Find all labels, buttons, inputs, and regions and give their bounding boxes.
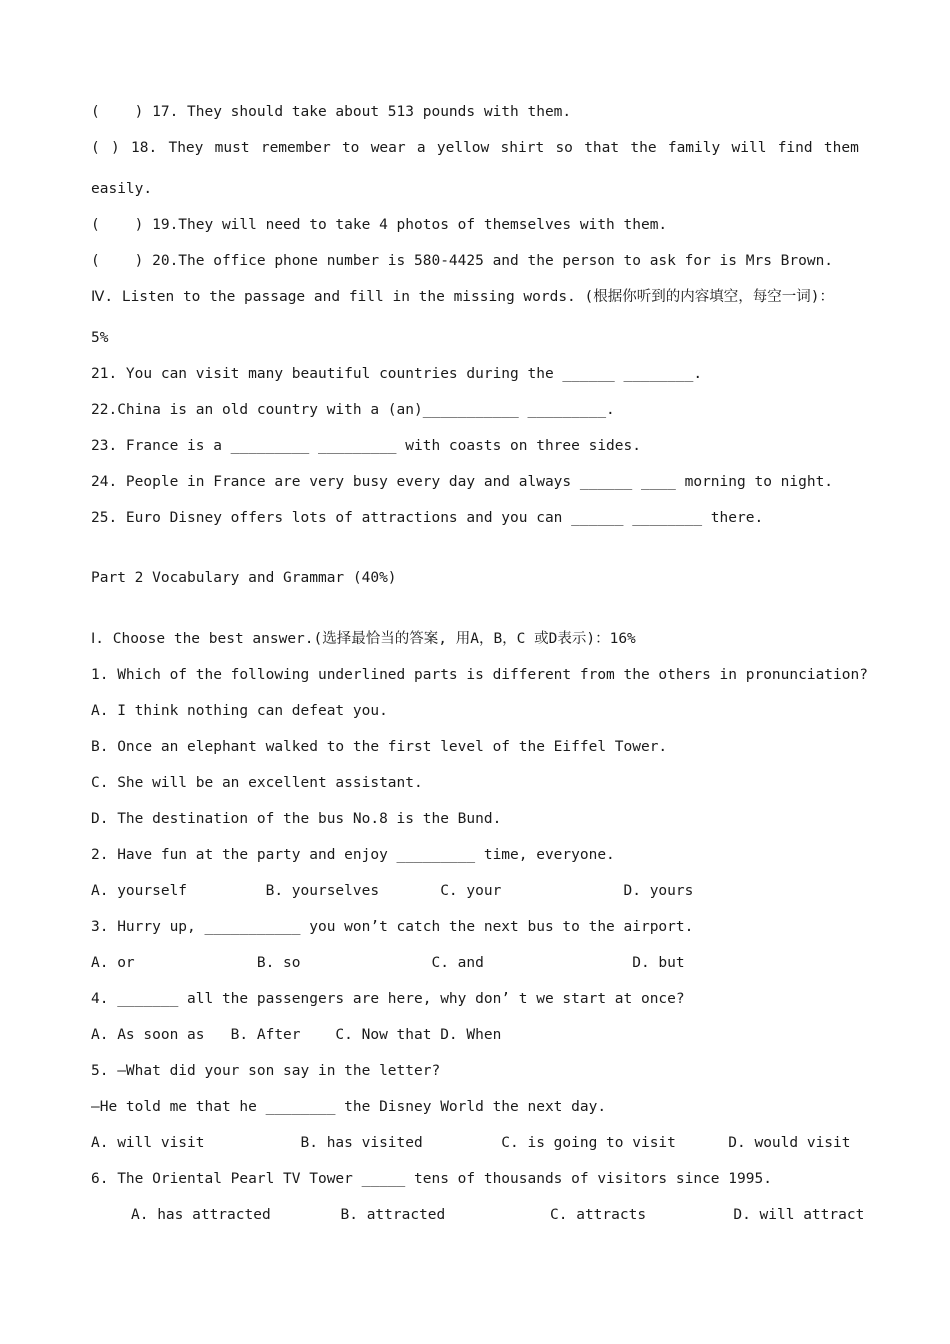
q18-word: will: [731, 140, 767, 156]
q18-word: They: [168, 140, 204, 156]
section-i-heading: Ⅰ. Choose the best answer.(选择最恰当的答案, 用A，B，C 或D表示)：16%: [91, 631, 636, 647]
q18-word: so: [555, 140, 573, 156]
vocab-1-option-d: D. The destination of the bus No.8 is the Bund.: [91, 811, 502, 827]
vocab-3-options: A. or B. so C. and D. but: [91, 955, 685, 971]
question-20: ( ) 20.The office phone number is 580-4425 and the person to ask for is Mrs Brown.: [91, 253, 834, 269]
q18-word: must: [214, 140, 250, 156]
vocab-question-4: 4. _______ all the passengers are here, why don’ t we start at once?: [91, 991, 685, 1007]
vocab-1-option-c: C. She will be an excellent assistant.: [91, 775, 423, 791]
vocab-question-1: 1. Which of the following underlined parts is different from the others in pronunciation?: [91, 667, 868, 683]
vocab-5-options: A. will visit B. has visited C. is going to visit D. would visit: [91, 1135, 851, 1151]
q18-word: find: [777, 140, 813, 156]
vocab-6-options: A. has attracted B. attracted C. attracts D. will attract: [131, 1207, 865, 1223]
vocab-question-5: 5. —What did your son say in the letter?: [91, 1063, 441, 1079]
q18-word: ): [111, 140, 120, 156]
q18-word: that: [584, 140, 620, 156]
q18-word: a: [416, 140, 426, 156]
question-18-continued: easily.: [91, 181, 153, 197]
vocab-1-option-b: B. Once an elephant walked to the first level of the Eiffel Tower.: [91, 739, 668, 755]
q18-word: to: [341, 140, 360, 156]
vocab-2-options: A. yourself B. yourselves C. your D. yours: [91, 883, 694, 899]
q18-word: shirt: [500, 140, 545, 156]
question-22: 22.China is an old country with a (an)___________ _________.: [91, 402, 615, 418]
vocab-question-3: 3. Hurry up, ___________ you won’t catch the next bus to the airport.: [91, 919, 694, 935]
q18-word: wear: [370, 140, 406, 156]
vocab-1-option-a: A. I think nothing can defeat you.: [91, 703, 388, 719]
question-25: 25. Euro Disney offers lots of attractions and you can ______ ________ there.: [91, 510, 764, 526]
section-iv-heading: Ⅳ. Listen to the passage and fill in the missing words. (根据你听到的内容填空，每空一词)：: [91, 289, 834, 305]
question-17: ( ) 17. They should take about 513 pounds with them.: [91, 104, 572, 120]
part-2-heading: Part 2 Vocabulary and Grammar (40%): [91, 570, 397, 586]
vocab-5-answer-line: —He told me that he ________ the Disney World the next day.: [91, 1099, 607, 1115]
question-19: ( ) 19.They will need to take 4 photos of themselves with them.: [91, 217, 668, 233]
q18-word: yellow: [436, 140, 490, 156]
question-18: [91, 138, 859, 158]
q18-word: family: [667, 140, 721, 156]
question-23: 23. France is a _________ _________ with coasts on three sides.: [91, 438, 641, 454]
q18-word: 18.: [131, 140, 158, 156]
q18-word: the: [630, 140, 657, 156]
q18-word: remember: [260, 140, 331, 156]
vocab-question-2: 2. Have fun at the party and enjoy _________ time, everyone.: [91, 847, 615, 863]
section-iv-percent: 5%: [91, 330, 109, 346]
vocab-question-6: 6. The Oriental Pearl TV Tower _____ tens of thousands of visitors since 1995.: [91, 1171, 772, 1187]
q18-word: them: [823, 140, 859, 156]
question-21: 21. You can visit many beautiful countries during the ______ ________.: [91, 366, 703, 382]
question-24: 24. People in France are very busy every day and always ______ ____ morning to night.: [91, 474, 834, 490]
vocab-4-options: A. As soon as B. After C. Now that D. When: [91, 1027, 502, 1043]
q18-word: (: [91, 140, 100, 156]
